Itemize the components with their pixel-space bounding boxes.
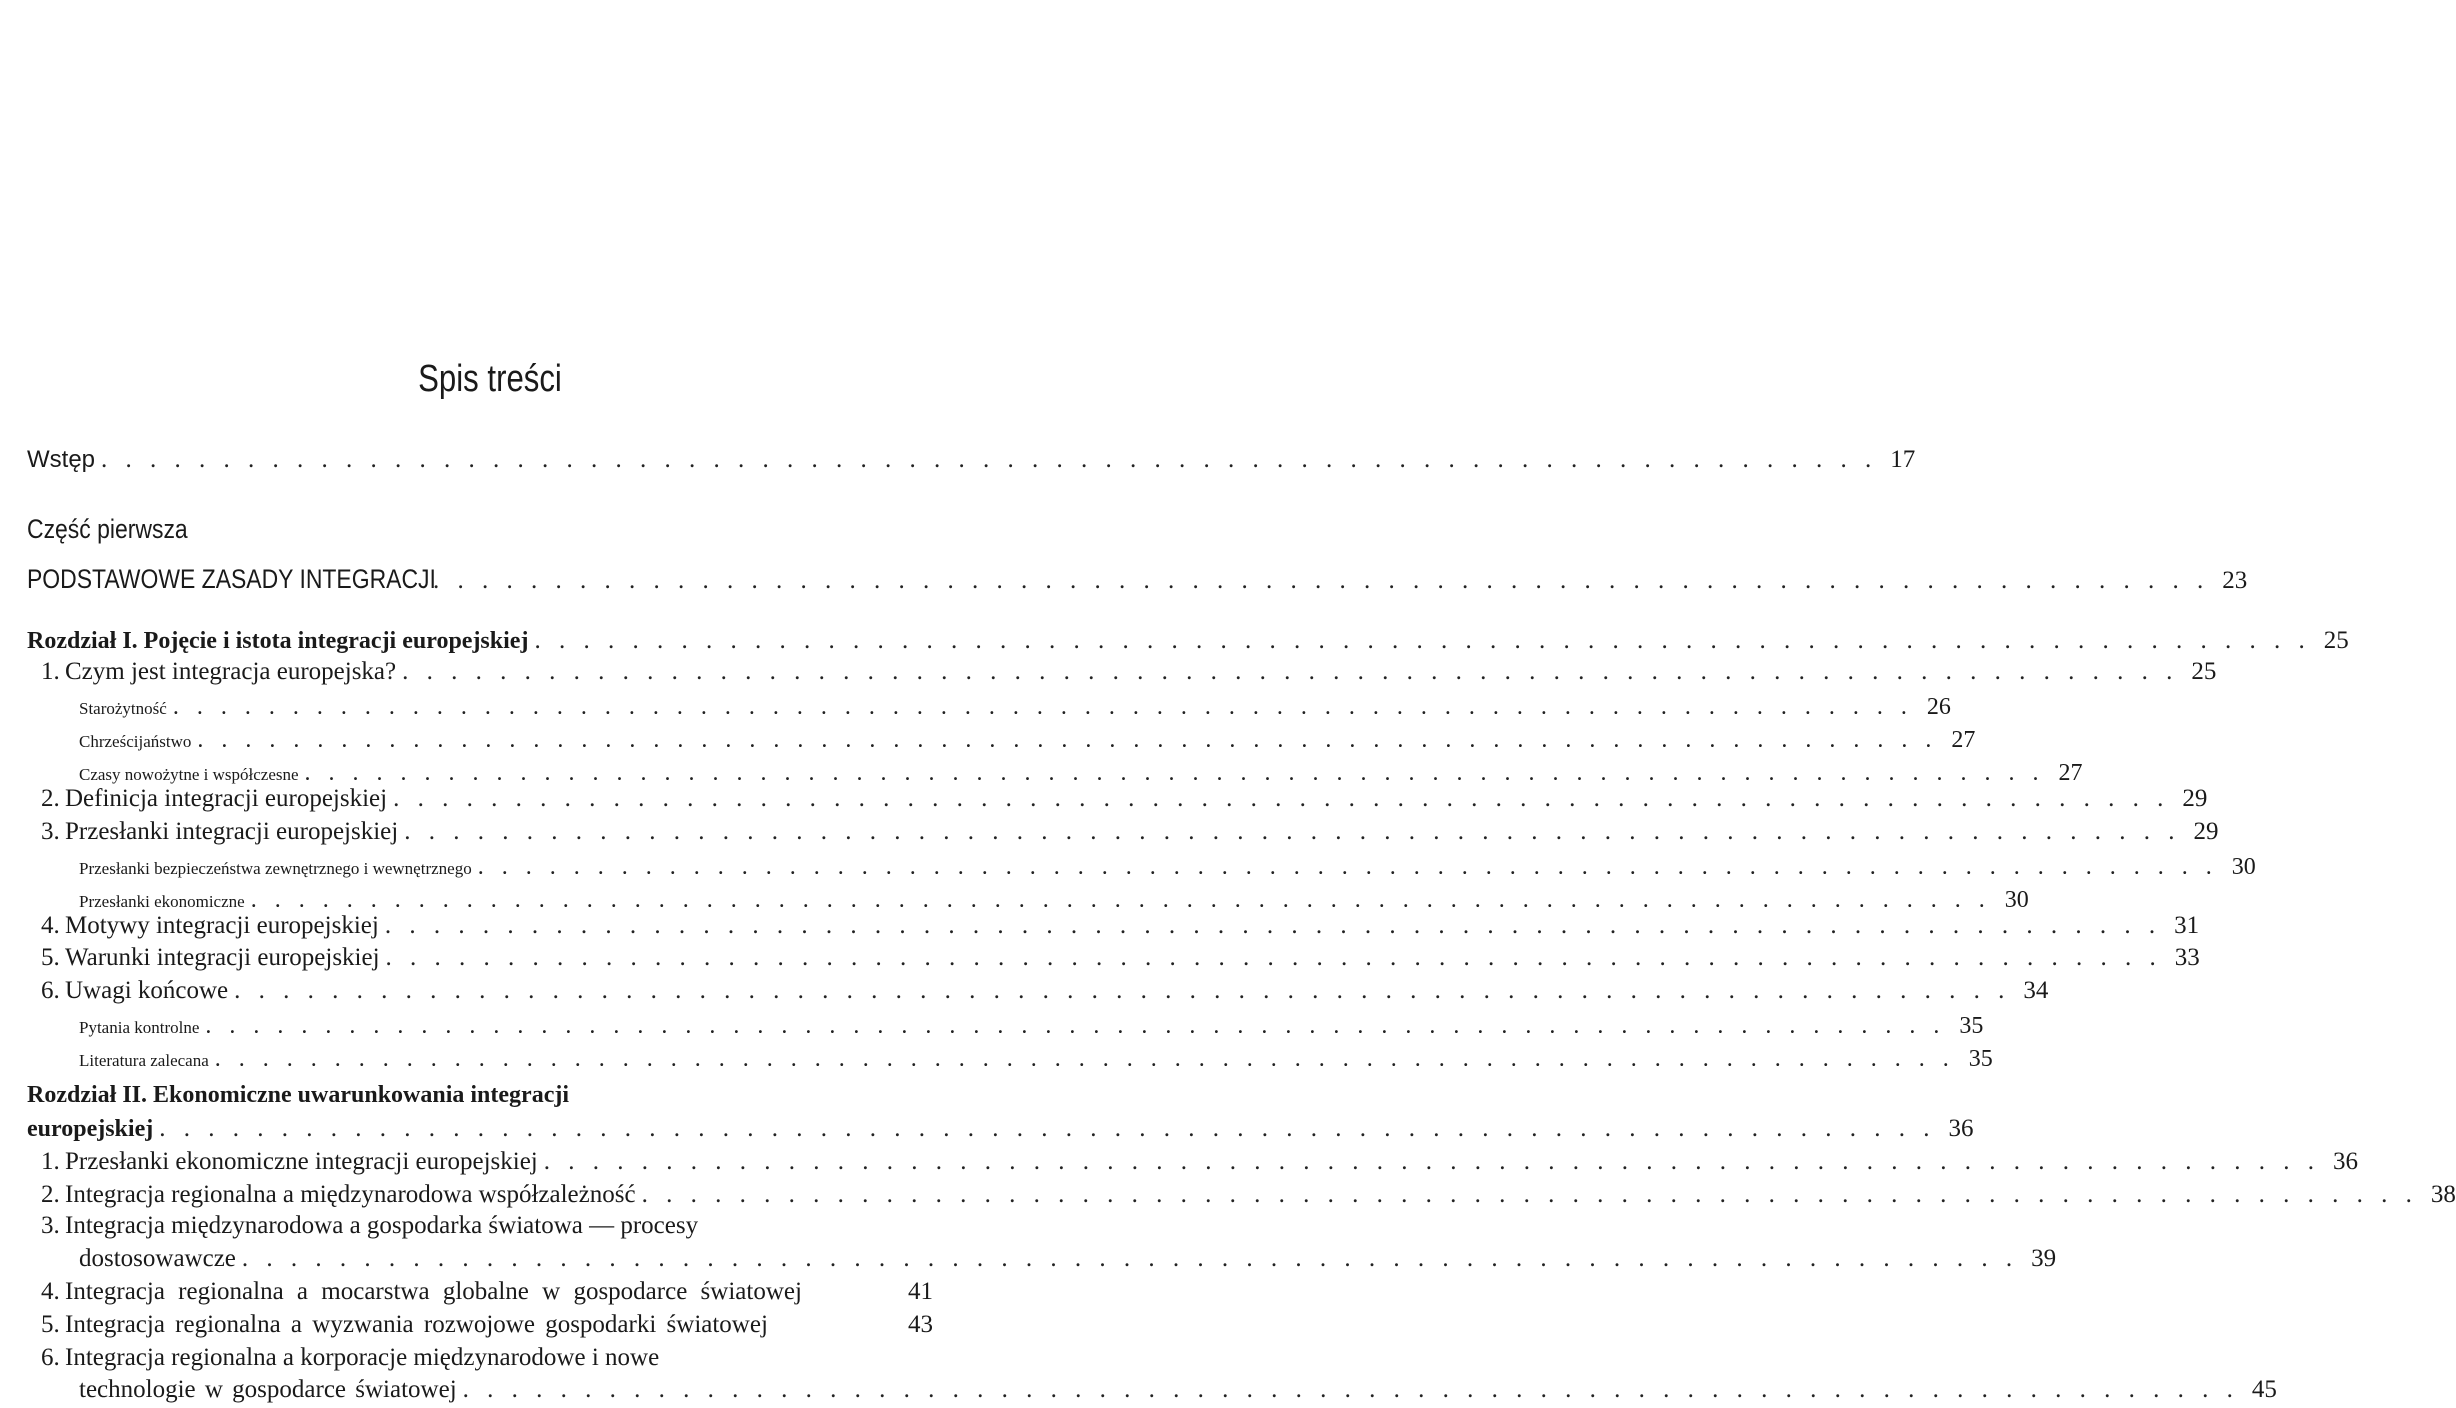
toc-entry-label [27, 658, 396, 686]
leader-dots: . . . . . . . . . . . . . . . . . . . . . . . . . . . . . . . . . . . . . . . . . . . . . . . . . . . . . . . . . . . . . . . . . . . . . . . . . [250, 887, 1991, 913]
toc-entry-2-5[interactable] [27, 1311, 933, 1339]
toc-entry-2-2[interactable] [27, 1181, 2456, 1209]
toc-page-number: 34 [2023, 977, 2049, 1004]
toc-entry-1-3[interactable] [27, 818, 2219, 846]
toc-subentry[interactable] [27, 694, 1951, 721]
toc-entry-number: 5. [41, 944, 60, 971]
toc-page-number: 23 [2222, 567, 2248, 594]
toc-entry-label: europejskiej [27, 1116, 154, 1142]
toc-entry-number: 3. [41, 818, 60, 845]
leader-dots: . . . . . . . . . . . . . . . . . . . . . . . . . . . . . . . . . . . . . . . . . . . . . . . . . . . . . . . . . . . . . . . . . . . . . . . . . [404, 818, 2181, 845]
toc-entry-text: Integracja regionalna a wyzwania rozwojowe gospodarki światowej [65, 1311, 768, 1338]
toc-entry-chapter-1[interactable] [27, 627, 2349, 655]
toc-entry-2-1[interactable] [27, 1148, 2358, 1176]
toc-entry-label [27, 818, 398, 846]
toc-entry-1-2[interactable] [27, 785, 2208, 813]
toc-entry-1-1[interactable] [27, 658, 2217, 686]
toc-page-number: 30 [2231, 854, 2256, 880]
toc-entry-label: Chrześcijaństwo [79, 732, 192, 751]
toc-entry-label [27, 1311, 887, 1339]
toc-entry-number: 2. [41, 785, 60, 812]
toc-entry-text: Przesłanki integracji europejskiej [65, 818, 399, 845]
leader-dots: . . . . . . . . . . . . . . . . . . . . . . . . . . . . . . . . . . . . . . . . . . . . . . . . . . . . . . . . . . . . . . . . . . . . . . . . . [393, 785, 2170, 812]
toc-entry-2-6-line1[interactable] [27, 1344, 659, 1372]
toc-page-number: 25 [2191, 658, 2217, 685]
toc-entry-number: 5. [41, 1311, 60, 1338]
toc-entry-label [27, 1181, 636, 1209]
toc-entry-number: 1. [41, 1148, 60, 1175]
toc-entry-label: technologie w gospodarce światowej [79, 1376, 457, 1403]
toc-page-number: 35 [1968, 1046, 1993, 1072]
leader-dots: . . . . . . . . . . . . . . . . . . . . . . . . . . . . . . . . . . . . . . . . . . . . . . . . . . . . . . . . . . . . . . . . . . . . . . . . . [241, 1245, 2019, 1272]
toc-entry-label [27, 912, 379, 940]
toc-page-number: 27 [2058, 760, 2083, 786]
toc-page-number: 25 [2323, 627, 2349, 654]
toc-subentry[interactable] [27, 887, 2029, 914]
leader-dots: . . . . . . . . . . . . . . . . . . . . . . . . . . . . . . . . . . . . . . . . . . . . . . . . . . . . . . . . . . . . . . . . . . . . . . . . . [101, 446, 1878, 473]
toc-page-number: 26 [1926, 694, 1951, 720]
leader-dots: . . . . . . . . . . . . . . . . . . . . . . . . . . . . . . . . . . . . . . . . . . . . . . . . . . . . . . . . . . . . . . . . . . . . . . . . . [304, 760, 2045, 786]
toc-entry-text: Przesłanki ekonomiczne integracji europejskiej [65, 1148, 538, 1175]
toc-entry-2-3[interactable] [27, 1245, 2057, 1273]
toc-entry-text: Definicja integracji europejskiej [65, 785, 388, 812]
toc-page-number: 41 [908, 1278, 933, 1305]
toc-entry-label: Rozdział I. Pojęcie i istota integracji europejskiej [27, 628, 529, 654]
toc-entry-number: 4. [41, 1278, 60, 1305]
toc-page-number: 45 [2251, 1376, 2277, 1403]
toc-page-number: 39 [2031, 1245, 2057, 1272]
page-title: Spis treści [418, 358, 562, 400]
leader-dots: . . . . . . . . . . . . . . . . . . . . . . . . . . . . . . . . . . . . . . . . . . . . . . . . . . . . . . . . . . . . . . . . . . . . . . . . . [641, 1181, 2418, 1208]
toc-entry-text: Uwagi końcowe [65, 977, 229, 1004]
toc-page-number: 29 [2182, 785, 2208, 812]
leader-dots: . . . . . . . . . . . . . . . . . . . . . . . . . . . . . . . . . . . . . . . . . . . . . . . . . . . . . . . . . . . . . . . . . . . . . . . . . [477, 854, 2218, 880]
toc-page-number: 29 [2193, 818, 2219, 845]
toc-entry-2-6[interactable] [27, 1376, 2277, 1404]
leader-dots: . . . . . . . . . . . . . . . . . . . . . . . . . . . . . . . . . . . . . . . . . . . . . . . . . . . . . . . . . . . . . . . . . . . . . . . . . [462, 1376, 2239, 1403]
toc-entry-label: Przesłanki ekonomiczne [79, 892, 245, 911]
leader-dots: . . . . . . . . . . . . . . . . . . . . . . . . . . . . . . . . . . . . . . . . . . . . . . . . . . . . . . . . . . . . . . . . . . . . . . . . . [534, 627, 2311, 654]
toc-page-number: 17 [1890, 446, 1916, 473]
toc-entry-label: Wstęp [27, 446, 96, 473]
leader-dots: . . . . . . . . . . . . . . . . . . . . . . . . . . . . . . . . . . . . . . . . . . . . . . . . . . . . . . . . . . . . . . . . . . . . . . . . . [205, 1013, 1946, 1039]
toc-entry-number: 2. [41, 1181, 60, 1208]
toc-entry-label [27, 1148, 538, 1176]
toc-entry-text: Integracja regionalna a międzynarodowa współzależność [65, 1181, 636, 1208]
leader-dots: . . . . . . . . . . . . . . . . . . . . . . . . . . . . . . . . . . . . . . . . . . . . . . . . . . . . . . . . . . . . . . . . . . . . . . . . . [172, 694, 1913, 720]
leader-dots: . . . . . . . . . . . . . . . . . . . . . . . . . . . . . . . . . . . . . . . . . . . . . . . . . . . . . . . . . . . . . . . . . . . . . . . . . [543, 1148, 2320, 1175]
toc-entry-label: Starożytność [79, 699, 167, 718]
toc-entry-text: Integracja międzynarodowa a gospodarka światowa — procesy [65, 1212, 699, 1239]
toc-entry-text: Integracja regionalna a korporacje międzynarodowe i nowe [65, 1344, 660, 1371]
toc-entry-1-5[interactable] [27, 944, 2200, 972]
toc-page-number: 36 [2333, 1148, 2358, 1175]
toc-entry-label [27, 944, 380, 972]
toc-entry-number: 6. [41, 1344, 60, 1371]
toc-page-number: 30 [2004, 887, 2029, 913]
toc-entry-text: Integracja regionalna a mocarstwa globalne w gospodarce światowej [65, 1278, 802, 1305]
leader-dots: . . . . . . . . . . . . . . . . . . . . . . . . . . . . . . . . . . . . . . . . . . . . . . . . . . . . . . . . . . . . . . . . . . . . . . . . . [197, 727, 1938, 753]
toc-entry-label: Literatura zalecana [79, 1051, 209, 1070]
toc-entry-number: 3. [41, 1212, 60, 1239]
toc-entry-chapter-2[interactable] [27, 1115, 1974, 1143]
toc-entry-label: PODSTAWOWE ZASADY INTEGRACJI [27, 564, 436, 594]
leader-dots: . . . . . . . . . . . . . . . . . . . . . . . . . . . . . . . . . . . . . . . . . . . . . . . . . . . . . . . . . . . . . . . . . . . . . . . . . [433, 567, 2210, 594]
toc-entry-part-title[interactable] [27, 564, 2248, 595]
toc-entry-text: Motywy integracji europejskiej [65, 912, 379, 939]
toc-entry-text: Warunki integracji europejskiej [65, 944, 380, 971]
toc-page-number: 43 [908, 1311, 933, 1338]
toc-subentry[interactable] [27, 760, 2083, 787]
toc-page-number: 36 [1948, 1115, 1974, 1142]
toc-entry-chapter-2-line1: Rozdział II. Ekonomiczne uwarunkowania integracji [27, 1082, 570, 1108]
toc-entry-1-6[interactable] [27, 977, 2049, 1005]
toc-entry-2-3-line1[interactable] [27, 1212, 698, 1240]
leader-dots: . . . . . . . . . . . . . . . . . . . . . . . . . . . . . . . . . . . . . . . . . . . . . . . . . . . . . . . . . . . . . . . . . . . . . . . . . [385, 944, 2162, 971]
toc-entry-label [27, 977, 228, 1005]
toc-entry-label [27, 1278, 887, 1306]
leader-dots: . . . . . . . . . . . . . . . . . . . . . . . . . . . . . . . . . . . . . . . . . . . . . . . . . . . . . . . . . . . . . . . . . . . . . . . . . [159, 1115, 1936, 1142]
toc-entry-label: Przesłanki bezpieczeństwa zewnętrznego i wewnętrznego [79, 859, 472, 878]
toc-entry-1-4[interactable] [27, 912, 2200, 940]
part-label: Część pierwsza [27, 514, 188, 544]
toc-page-number: 33 [2174, 944, 2200, 971]
toc-page-number: 35 [1959, 1013, 1984, 1039]
leader-dots: . . . . . . . . . . . . . . . . . . . . . . . . . . . . . . . . . . . . . . . . . . . . . . . . . . . . . . . . . . . . . . . . . . . . . . . . . [402, 658, 2179, 685]
leader-dots: . . . . . . . . . . . . . . . . . . . . . . . . . . . . . . . . . . . . . . . . . . . . . . . . . . . . . . . . . . . . . . . . . . . . . . . . . [384, 912, 2162, 939]
toc-subentry[interactable] [27, 727, 1976, 754]
toc-entry-2-4[interactable] [27, 1278, 933, 1306]
leader-dots: . . . . . . . . . . . . . . . . . . . . . . . . . . . . . . . . . . . . . . . . . . . . . . . . . . . . . . . . . . . . . . . . . . . . . . . . . [214, 1046, 1955, 1072]
toc-entry-label: Pytania kontrolne [79, 1018, 200, 1037]
toc-entry-number: 4. [41, 912, 60, 939]
toc-entry-label: Czasy nowożytne i współczesne [79, 765, 299, 784]
toc-page-number: 38 [2430, 1181, 2456, 1208]
toc-entry-number: 6. [41, 977, 60, 1004]
toc-entry-text: Czym jest integracja europejska? [65, 658, 397, 685]
toc-page-number: 27 [1951, 727, 1976, 753]
toc-subentry[interactable] [27, 1046, 1993, 1073]
toc-subentry[interactable] [27, 854, 2256, 881]
toc-entry-wstep[interactable] [27, 446, 1916, 474]
toc-entry-label [27, 785, 387, 813]
toc-entry-label: dostosowawcze [79, 1245, 236, 1272]
toc-subentry[interactable] [27, 1013, 1984, 1040]
toc-page-number: 31 [2174, 912, 2200, 939]
leader-dots: . . . . . . . . . . . . . . . . . . . . . . . . . . . . . . . . . . . . . . . . . . . . . . . . . . . . . . . . . . . . . . . . . . . . . . . . . [234, 977, 2011, 1004]
toc-entry-number: 1. [41, 658, 60, 685]
